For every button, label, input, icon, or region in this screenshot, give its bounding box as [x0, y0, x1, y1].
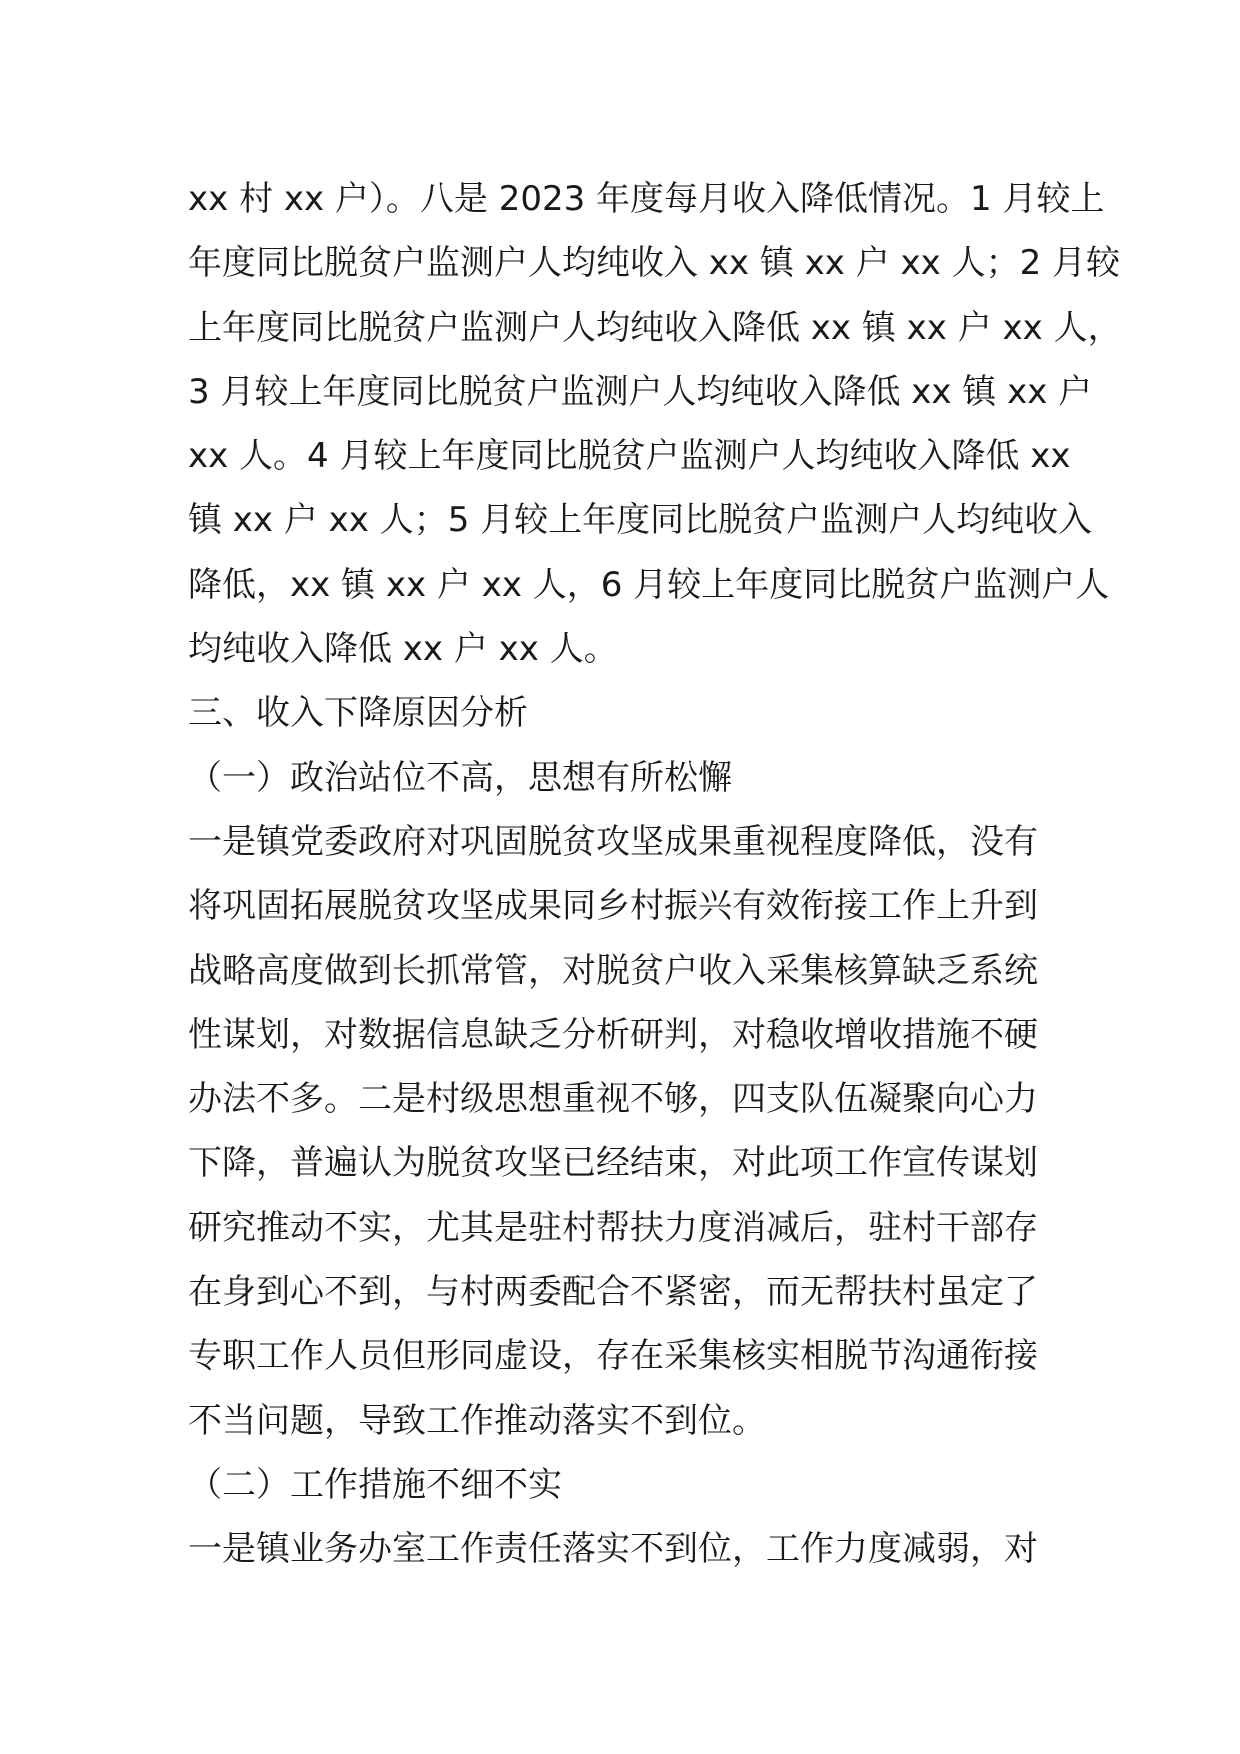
paragraph-line: 办法不多。二是村级思想重视不够，四支队伍凝聚向心力 — [188, 1079, 1038, 1120]
paragraph-line: 研究推动不实，尤其是驻村帮扶力度消减后，驻村干部存 — [188, 1207, 1038, 1248]
paragraph-line: xx 村 xx 户）。八是 2023 年度每月收入降低情况。1 月较上 — [188, 179, 1105, 219]
paragraph-line: 战略高度做到长抓常管，对脱贫户收入采集核算缺乏系统 — [188, 950, 1038, 991]
paragraph-line: 一是镇业务办室工作责任落实不到位，工作力度减弱，对 — [188, 1529, 1038, 1570]
paragraph-line: 上年度同比脱贫户监测户人均纯收入降低 xx 镇 xx 户 xx 人， — [188, 307, 1122, 348]
subsection-heading: （二）工作措施不细不实 — [188, 1464, 562, 1505]
subsection-heading: （一）政治站位不高，思想有所松懈 — [188, 757, 732, 798]
paragraph-line: 在身到心不到，与村两委配合不紧密，而无帮扶村虽定了 — [188, 1272, 1038, 1313]
paragraph-line: xx 人。4 月较上年度同比脱贫户监测户人均纯收入降低 xx — [188, 436, 1071, 477]
paragraph-line: 一是镇党委政府对巩固脱贫攻坚成果重视程度降低，没有 — [188, 821, 1038, 862]
paragraph-line: 镇 xx 户 xx 人；5 月较上年度同比脱贫户监测户人均纯收入 — [188, 500, 1093, 541]
paragraph-line: 性谋划，对数据信息缺乏分析研判，对稳收增收措施不硬 — [188, 1014, 1038, 1055]
paragraph-line: 专职工作人员但形同虚设，存在采集核实相脱节沟通衔接 — [188, 1336, 1038, 1377]
paragraph-line: 降低，xx 镇 xx 户 xx 人，6 月较上年度同比脱贫户监测户人 — [188, 564, 1110, 605]
paragraph-line: 不当问题，导致工作推动落实不到位。 — [188, 1400, 766, 1441]
paragraph-line: 均纯收入降低 xx 户 xx 人。 — [188, 629, 618, 670]
document-body — [188, 167, 1122, 1582]
paragraph-line: 将巩固拓展脱贫攻坚成果同乡村振兴有效衔接工作上升到 — [188, 886, 1038, 927]
section-heading: 三、收入下降原因分析 — [188, 693, 528, 734]
paragraph-line: 年度同比脱贫户监测户人均纯收入 xx 镇 xx 户 xx 人；2 月较 — [188, 243, 1121, 284]
paragraph-line: 3 月较上年度同比脱贫户监测户人均纯收入降低 xx 镇 xx 户 — [188, 371, 1093, 412]
paragraph-line: 下降，普遍认为脱贫攻坚已经结束，对此项工作宣传谋划 — [188, 1143, 1038, 1184]
